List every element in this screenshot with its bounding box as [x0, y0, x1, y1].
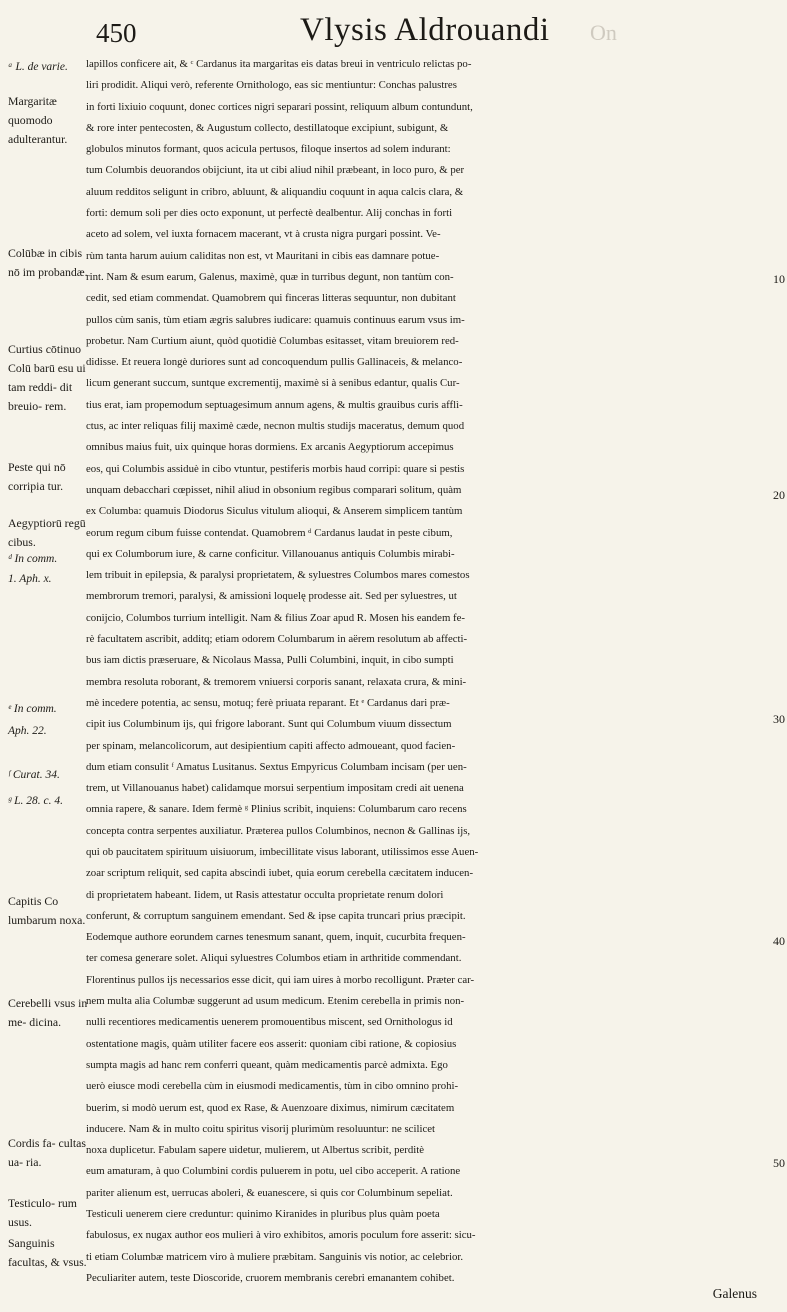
text-line: unquam debacchari cœpisset, nihil aliud in obsonium regibus comparari solitum, quàm — [86, 483, 462, 496]
text-line: eos, qui Columbis assiduè in cibo vtuntur, pestiferis morbis haud corripi: quare si pestis — [86, 462, 465, 475]
line-number: 20 — [773, 488, 785, 502]
margin-note: 1. Aph. x. — [8, 573, 52, 585]
text-line: sumpta magis ad hanc rem conferri queant, quàm medicamentis parcè admixta. Ego — [86, 1058, 448, 1071]
text-line: concepta contra serpentes auxiliatur. Præterea pullos Columbinos, necnon & Gallinas ijs, — [86, 824, 471, 837]
margin-note: ᵍ L. 28. c. 4. — [8, 795, 64, 807]
text-line: bus iam dictis præseruare, & Nicolaus Massa, Pulli Columbini, inquit, in cibo sumpti — [86, 654, 454, 667]
catchword: Galenus — [712, 1286, 757, 1301]
text-line: conijcio, Columbos turrium intelligit. Nam & filius Zoar apud R. Mosen his eandem fe- — [86, 611, 466, 624]
text-line: nem multa alia Columbæ suggerunt ad usum medicum. Etenim cerebella in primis non- — [86, 995, 465, 1008]
text-line: tum Columbis deuorandos obijciunt, ita ut cibi aliud nihil præbeant, in loco puro, & per — [86, 164, 465, 177]
text-line: ti etiam Columbæ matricem viro à muliere præbitam. Sanguinis vis notior, ac celebrior. — [86, 1250, 464, 1263]
margin-note: ᵃ L. de varie. — [8, 61, 68, 73]
text-line: forti: demum soli per dies octo exponunt, ut perfectè dealbentur. Alij conchas in forti — [86, 207, 453, 220]
margin-note: Peste qui nō corripia tur. — [8, 460, 66, 493]
margin-note: ᵈ In comm. — [8, 553, 58, 565]
text-line: qui ex Columborum iure, & carne conficitur. Villanouanus antiquis Columbis mirabi- — [86, 547, 455, 560]
text-line: cedit, sed etiam commendat. Quamobrem qui finceras litteras sequuntur, non dubitant — [86, 292, 456, 305]
text-line: Testiculi uenerem ciere creduntur: quinimo Kiranides in pluribus plus quàm poeta — [86, 1208, 440, 1221]
text-line: di proprietatem habeant. Iidem, ut Rasis attestatur occulta proprietate renum dolori — [86, 888, 444, 901]
text-line: globulos minutos formant, quos acicula pertusos, filoque insertos ad solem indurant: — [86, 143, 451, 156]
text-line: aluum redditos seligunt in cribro, abluunt, & aliquandiu coquunt in aqua calcis clara, & — [86, 185, 464, 198]
text-line: lem tribuit in epilepsia, & paralysi proprietatem, & syluestres Columbos mares comestos — [86, 569, 470, 582]
text-line: Florentinus pullos ijs necessarios esse dicit, qui iam uires à morbo recolligunt. Præter car- — [86, 973, 475, 986]
text-line: ostentatione magis, quàm utiliter facere eos asserit: quoniam cibi ratione, & copiosius — [86, 1037, 457, 1050]
line-number: 50 — [773, 1156, 785, 1170]
margin-note: Sanguinis facultas, & vsus. — [8, 1236, 87, 1269]
text-line: fabulosus, ex nugax author eos mulieri à viro exhibitos, amoris poculum fore asserit: sicu- — [86, 1229, 476, 1242]
line-number: 40 — [773, 934, 785, 948]
text-line: membrorum tremori, paralysi, & amissioni loquelę prodesse ait. Sed per syluestres, ut — [86, 590, 457, 603]
margin-note: Cerebelli vsus in me- dicina. — [8, 996, 88, 1029]
text-line: tius erat, iam propemodum septuagesimum annum agens, & multis grauibus curis afflì- — [86, 398, 463, 411]
text-line: pullos cùm sanis, tùm etiam ægris salubres iudicare: quamuis continuus earum vsus im- — [86, 313, 465, 326]
text-line: lapillos conficere ait, & ᶜ Cardanus ita margaritas eis datas breui in ventriculo relictas po- — [86, 58, 472, 70]
margin-note: Cordis fa- cultas ua- ria. — [8, 1136, 86, 1169]
text-line: omnia rapere, & sanare. Idem fermè ᵍ Plinius scribit, inquiens: Columbarum caro recens — [86, 803, 467, 816]
line-number: 30 — [773, 712, 785, 726]
text-line: & rore inter pentecosten, & Augustum collecto, destillatoque excipiunt, subigunt, & — [86, 121, 449, 134]
margin-note: ᶠ Curat. 34. — [8, 769, 60, 781]
margin-note: ᵉ In comm. — [8, 703, 57, 715]
text-line: rùm tanta harum auium caliditas non est, vt Mauritani in cibis eas damnare potue- — [86, 249, 440, 262]
text-line: ctus, ac inter reliquas filij maximè cæde, necnon multis studijs maceratus, demum quod — [86, 420, 465, 433]
text-line: eum amaturam, à quo Columbini cordis puluerem in potu, uel cibo acceperit. A ratione — [86, 1165, 461, 1178]
running-title: Vlysis Aldrouandi — [300, 12, 550, 48]
margin-note: Margaritæ quomodo adulterantur. — [8, 94, 68, 146]
text-line: nulli recentiores medicamentis uenerem promouentibus miscent, sed Ornithologus id — [86, 1016, 453, 1029]
text-line: ex Columba: quamuis Diodorus Siculus vitulum alioqui, & Anserem simplicem tantùm — [86, 505, 463, 518]
text-line: membra resoluta roborant, & tremorem vniuersi corporis sanant, relaxata crura, & mini- — [86, 675, 467, 688]
margin-note: Capitis Co lumbarum noxa. — [8, 894, 86, 927]
text-line: rint. Nam & esum earum, Galenus, maximè, quæ in turribus degunt, non tantùm con- — [86, 270, 454, 283]
text-line: per spinam, melancolicorum, aut desipientium capiti affecto admoueant, quod facien- — [86, 739, 456, 752]
text-line: mè incedere potentia, ac sensu, motuq; ferè priuata reparant. Et ᵉ Cardanus dari præ- — [86, 696, 450, 709]
text-line: conferunt, & corruptum sanguinem emendant. Sed & ipse capita truncari prius præcipit. — [86, 909, 466, 922]
line-number: 10 — [773, 272, 785, 286]
text-line: didisse. Et reuera longè duriores sunt ad concoquendum pullis Gallinaceis, & melanco- — [86, 356, 463, 369]
text-line: cipit ius Columbinum ijs, qui frigore laborant. Sunt qui Columbum viuum dissectum — [86, 718, 452, 731]
text-line: ter comesa generare solet. Aliqui syluestres Columbos etiam in arthritide commendant. — [86, 952, 462, 965]
text-line: pariter alienum est, uerrucas aboleri, & euanescere, si quis cor Columbinum sepeliat. — [86, 1186, 453, 1199]
margin-note: Curtius cōtinuo Colū barū esu ui tam reddi- dit breuio- rem. — [8, 342, 86, 413]
text-line: omnibus maius fuit, uix quinque horas dormiens. Ex arcanis Aegyptiorum accepimus — [86, 441, 454, 454]
text-line: dum etiam consulit ᶠ Amatus Lusitanus. Sextus Empyricus Columbam incisam (per uen- — [86, 760, 467, 773]
text-line: licum generant succum, suntque excrementij, maximè si à senibus edantur, qualis Cur- — [86, 377, 460, 390]
text-line: aceto ad solem, vel iuxta fornacem macerant, vt à crusta nigra purgari possint. Ve- — [86, 228, 441, 241]
text-line: buerim, si modò uerum est, quod ex Rase, & Auenzoare diximus, nimirum cæcitatem — [86, 1101, 455, 1114]
text-line: probetur. Nam Curtium aiunt, quòd quotidiè Columbas esitasset, vitam breuiorem red- — [86, 334, 459, 347]
margin-note: Colūbæ in cibis nō im probandæ. — [8, 246, 88, 279]
page-header — [0, 8, 787, 48]
text-line: qui ob paucitatem spirituum uisiuorum, imbecillitate visus laborant, utilissimos esse Auen- — [86, 845, 479, 858]
text-line: noxa duplicetur. Fabulam sapere uidetur, mulierem, ut Albertus scribit, perditè — [86, 1144, 425, 1157]
text-line: Eodemque authore eorundem carnes tenesmum sanant, quem, inquit, cucurbita frequen- — [86, 931, 466, 944]
text-line: eorum regum cibum fuisse contendat. Quamobrem ᵈ Cardanus laudat in peste cibum, — [86, 526, 453, 539]
page-number: 450 — [96, 18, 137, 48]
body-text — [86, 54, 766, 1289]
text-line: uerò eiusce modi cerebella cùm in eiusmodi medicamentis, tùm in cibo omnino prohi- — [86, 1080, 459, 1093]
text-line: Peculiariter autem, teste Dioscoride, cruorem membranis cerebri emanantem cohibet. — [86, 1271, 455, 1284]
margin-note: Aph. 22. — [8, 725, 47, 737]
text-line: trem, ut Villanouanus habet) calidamque morsui serpentium impositam credi ait uenena — [86, 782, 464, 795]
margin-note: Aegyptiorū regū cibus. — [8, 516, 86, 549]
text-line: zoar scriptum reliquit, sed capita abscindi iubet, quia eorum cerebella cæcitatem inducen- — [86, 867, 474, 880]
text-line: liri prodidit. Aliqui verò, referente Ornithologo, eas sic mentiuntur: Conchas palustres — [86, 79, 457, 92]
text-line: rè facultatem ascribit, additq; etiam odorem Columbarum in aërem resolutum ab affecti- — [86, 633, 468, 646]
text-line: inducere. Nam & in multo coitu spiritus visorij plurimùm resoluuntur: ne scilicet — [86, 1122, 436, 1135]
bleed-through-text: On — [590, 20, 617, 45]
margin-note: Testiculo- rum usus. — [8, 1196, 77, 1229]
text-line: in forti lixiuio coquunt, donec cortices nigri separari possint, reliquum album contundunt, — [86, 100, 473, 113]
